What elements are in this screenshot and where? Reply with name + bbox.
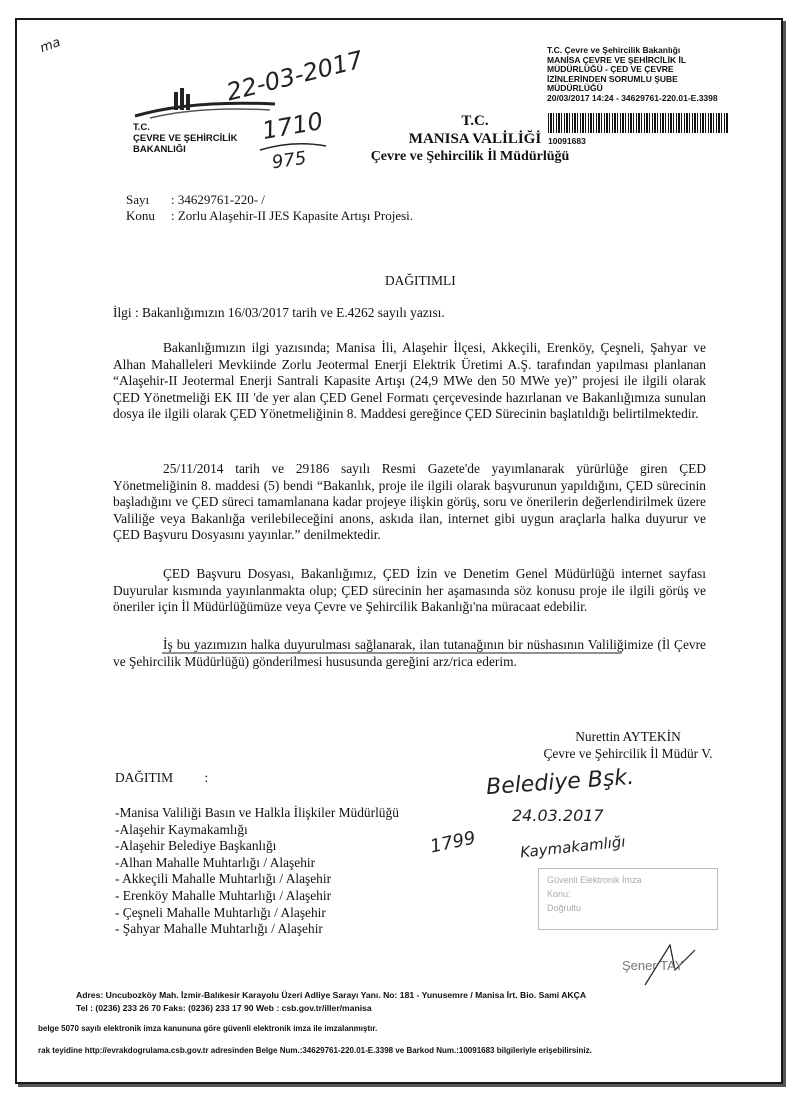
list-item: -Alaşehir Kaymakamlığı [115, 821, 248, 837]
list-item: - Çeşneli Mahalle Muhtarlığı / Alaşehir [115, 904, 326, 920]
distribution-list [115, 805, 399, 938]
konu-label: Konu [126, 208, 155, 223]
sayi-value: : 34629761-220- / [171, 192, 265, 207]
list-item: -Alhan Mahalle Muhtarlığı / Alaşehir [115, 854, 316, 870]
barcode-number: 10091683 [548, 136, 586, 146]
paragraph-text: ÇED Başvuru Dosyası, Bakanlığımız, ÇED İzin ve Denetim Genel Müdürlüğü internet sayfası Duyurular kısmında yayınlanmakta olup; ÇED sürecinin her aşamasında söz konusu proje ile ilgili görüş ve öneriler için İl Müdürlüğümüze veya Çevre ve Şehircilik Bakanlığı'na müracaat edebilir. [113, 566, 706, 615]
logo-line2: ÇEVRE VE ŞEHİRCİLİK [133, 133, 238, 144]
document-title: DAĞITIMLI [385, 273, 456, 288]
stamp-line: T.C. Çevre ve Şehircilik Bakanlığı [547, 45, 681, 55]
registry-stamp [547, 46, 737, 103]
signer-name: Nurettin AYTEKİN [575, 729, 681, 744]
handwritten-underline-icon [258, 140, 328, 154]
header-directorate: Çevre ve Şehircilik İl Müdürlüğü [370, 149, 570, 164]
footer-esign: belge 5070 sayılı elektronik imza kanununa göre güvenli elektronik imza ile imzalanmıştır. [38, 1024, 378, 1033]
document-header [370, 112, 570, 165]
header-governorship: MANISA VALİLİĞİ [408, 131, 542, 147]
header-tc: T.C. [461, 113, 489, 129]
handwritten-note-1: Belediye Bşk. [485, 764, 635, 801]
handwritten-note-sign: Kaymakamlığı [519, 832, 627, 862]
list-item: -Alaşehir Belediye Başkanlığı [115, 838, 277, 854]
footer-verify: rak teyidine http://evrakdogrulama.csb.gov.tr adresinden Belge Num.:34629761-220.01-E.3398 ve Barkod Num.:10091683 bilgileriyle erişebilirsiniz. [38, 1046, 592, 1055]
signer-handwriting: Şener TAY [622, 958, 684, 973]
list-item: - Erenköy Mahalle Muhtarlığı / Alaşehir [115, 887, 332, 903]
meta-konu [126, 208, 413, 224]
handwritten-date: 22-03-2017 [223, 45, 366, 107]
signer-title: Çevre ve Şehircilik İl Müdür V. [543, 746, 713, 761]
handwritten-number-2: 975 [270, 147, 308, 174]
meta-sayi [126, 192, 265, 208]
ministry-logo-text [133, 122, 238, 155]
handwritten-number-1: 1710 [260, 106, 326, 146]
paragraph-3 [113, 566, 706, 616]
faded-stamp [538, 868, 718, 930]
stamp-line: 20/03/2017 14:24 - 34629761-220.01-E.3398 [547, 92, 718, 103]
paragraph-text: 25/11/2014 tarih ve 29186 sayılı Resmi Gazete'de yayımlanarak yürürlüğe giren ÇED Yönetmeliğinin 8. maddesi (5) bendi “Bakanlık, proje ile ilgili olarak başvurunun yapıldığını, ÇED sürecinin başladığını ve ÇED süreci tamamlanana kadar projeye ilişkin görüş, soru ve önerilerin değerlendirilmek üzere Valiliğe veya Bakanlığa verilebileceğini anons, askıda ilan, internet gibi uygun araçlarla halka duyurur ve ÇED Başvuru Dosyasını yayınlar.” denilmektedir. [113, 461, 706, 543]
paragraph-text: Bakanlığımızın ilgi yazısında; Manisa İli, Alaşehir İlçesi, Akkeçili, Erenköy, Çeşneli, Şahyar ve Alhan Mahalleleri Mevkiinde Zorlu Jeotermal Enerji Elektrik Üretimi A.Ş. tarafından yapılması planlanan “Alaşehir-II Jeotermal Enerji Santrali Kapasite Artışı (24,9 MWe den 50 MWe ye)” projesi ile ilgili olarak ÇED Yönetmeliği EK III 'de yer alan ÇED Genel Formatı çerçevesinde hazırlanan ve Bakanlığımıza sunulan dosya ile ilgili olarak ÇED Yönetmeliğinin 8. Maddesi gereğince ÇED Sürecinin başlatıldığı belirtilmektedir. [113, 340, 706, 422]
sayi-label: Sayı [126, 192, 150, 207]
handwritten-underline-icon [162, 650, 624, 656]
corner-handwriting: ma [38, 34, 63, 57]
distribution-heading: DAĞITIM : [115, 770, 209, 785]
footer-contact: Tel : (0236) 233 26 70 Faks: (0236) 233 17 90 Web : csb.gov.tr/iller/manisa [76, 1003, 372, 1013]
stamp-line: MANİSA ÇEVRE VE ŞEHİRCİLİK İL [547, 54, 687, 65]
logo-line1: T.C. [133, 122, 150, 133]
barcode-icon [548, 113, 728, 133]
paragraph-text: İş bu yazımızın halka duyurulması sağlanarak, ilan tutanağının bir nüshasının Valiliğimize (İl Çevre ve Şehircilik Müdürlüğü) gönderilmesi hususunda gereğini arz/rica ederim. [113, 637, 706, 669]
list-item: - Şahyar Mahalle Muhtarlığı / Alaşehir [115, 921, 323, 937]
handwritten-note-2: 24.03.2017 [512, 806, 604, 825]
faded-stamp-line: Güvenli Elektronik İmza [547, 875, 642, 885]
reference-line: İlgi : Bakanlığımızın 16/03/2017 tarih ve E.4262 sayılı yazısı. [113, 305, 445, 320]
list-item: - Akkeçili Mahalle Muhtarlığı / Alaşehir [115, 871, 332, 887]
stamp-line: MÜDÜRLÜĞÜ - ÇED VE ÇEVRE [547, 64, 674, 74]
stamp-line: MÜDÜRLÜĞÜ [547, 83, 603, 93]
paragraph-2 [113, 461, 706, 544]
paragraph-1 [113, 340, 706, 423]
signature-block [538, 728, 718, 762]
stamp-line: İZİNLERİNDEN SORUMLU ŞUBE [547, 73, 678, 84]
konu-value: : Zorlu Alaşehir-II JES Kapasite Artışı Projesi. [171, 208, 414, 223]
footer-address: Adres: Uncubozköy Mah. İzmir-Balıkesir Karayolu Üzeri Adliye Sarayı Yanı. No: 181 - Yunusemre / Manisa İrt. Bio. Sami AKÇA [76, 990, 587, 1000]
list-item: -Manisa Valiliği Basın ve Halkla İlişkiler Müdürlüğü [115, 805, 399, 820]
handwritten-note-num: 1799 [428, 827, 478, 858]
faded-stamp-line: Konu: [547, 889, 571, 899]
logo-line3: BAKANLIĞI [133, 144, 186, 155]
faded-stamp-line: Doğrultu [547, 903, 582, 913]
